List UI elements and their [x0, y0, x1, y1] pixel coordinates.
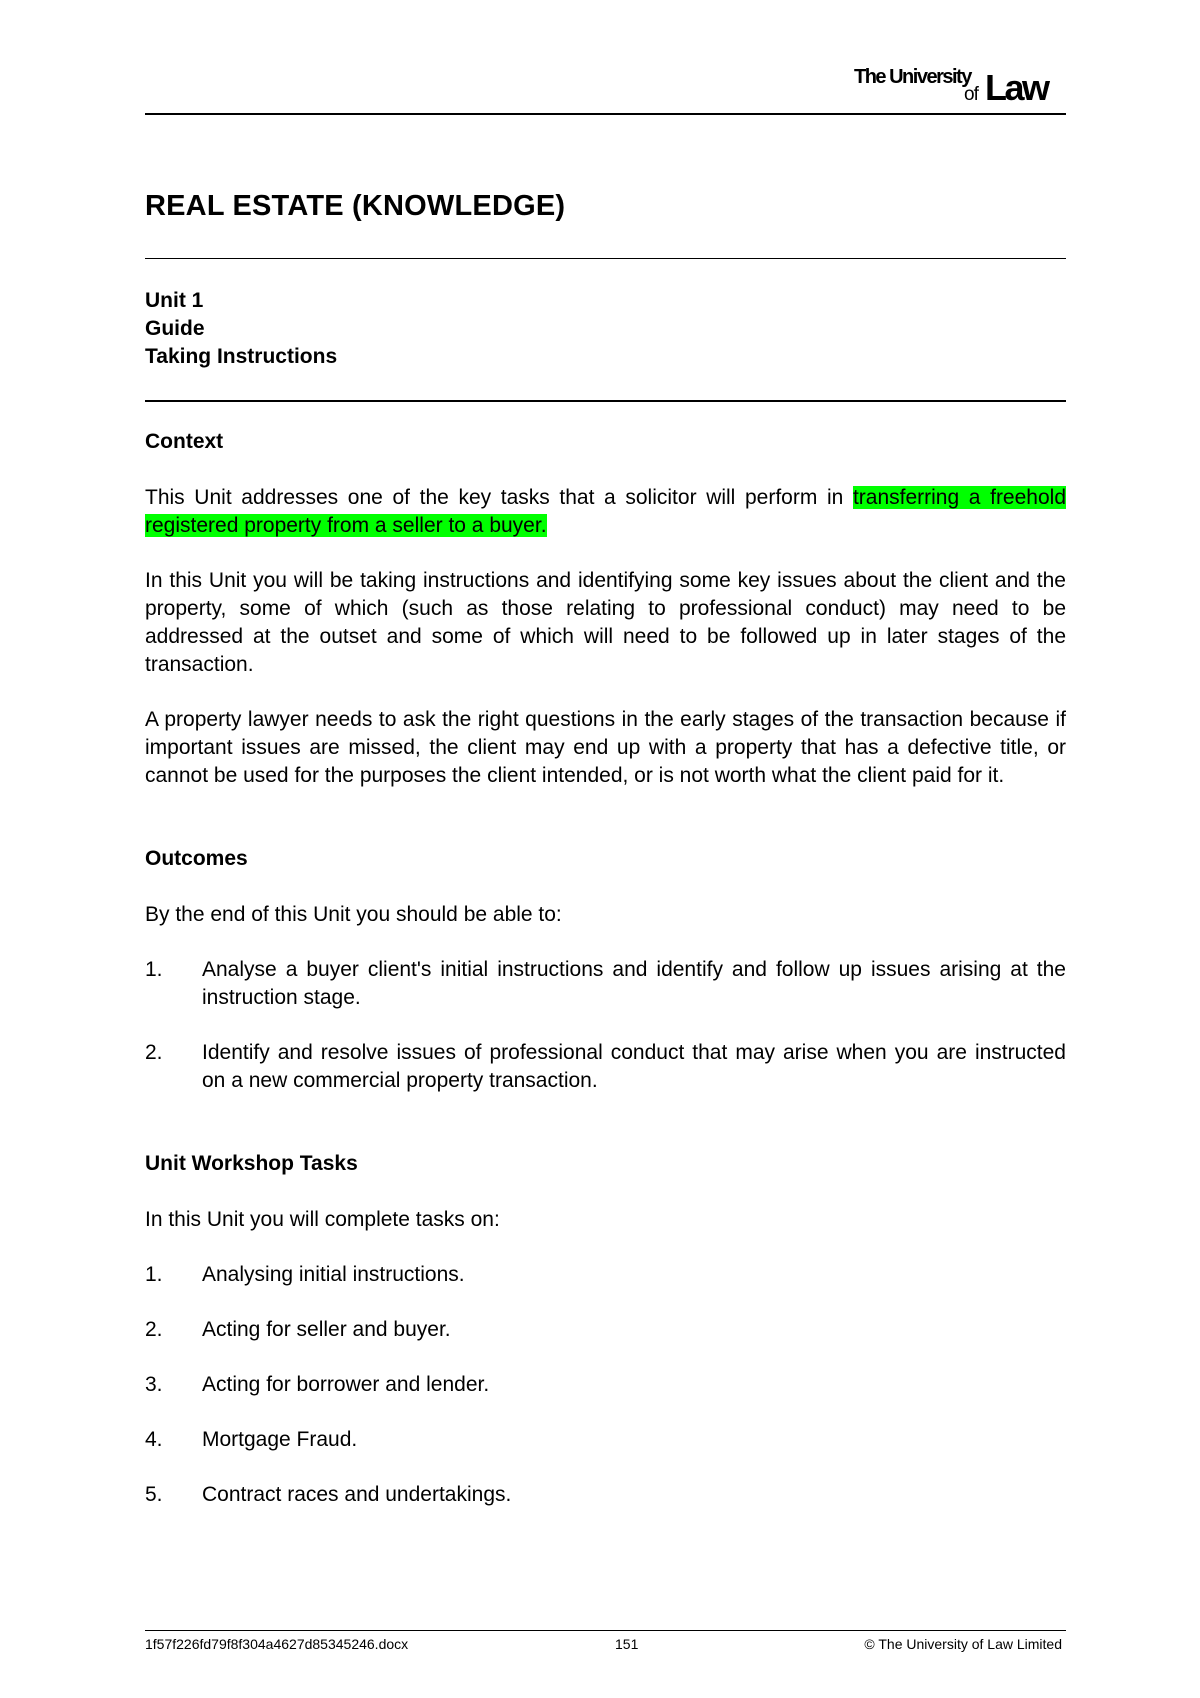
outcomes-intro: By the end of this Unit you should be able to:	[145, 903, 562, 926]
list-item	[145, 1316, 1066, 1344]
header-rule	[145, 113, 1066, 115]
page-footer	[145, 1636, 1066, 1656]
list-item	[145, 1426, 1066, 1454]
list-item-number: 2.	[145, 1041, 163, 1064]
highlighted-text: transferring a freehold registered property from a seller to a buyer.	[145, 486, 1066, 537]
list-item-number: 3.	[145, 1373, 163, 1396]
document-title: REAL ESTATE (KNOWLEDGE)	[145, 190, 566, 222]
unit-info	[145, 287, 337, 371]
list-item-text: Contract races and undertakings.	[202, 1483, 512, 1506]
list-item-text: Analyse a buyer client's initial instructions and identify and follow up issues arising at the instruction stage.	[202, 958, 1066, 1009]
context-paragraph-1-text: This Unit addresses one of the key tasks that a solicitor will perform in	[145, 486, 853, 509]
list-item-number: 1.	[145, 1263, 163, 1286]
footer-page-number: 151	[615, 1636, 639, 1652]
list-item-number: 1.	[145, 958, 163, 981]
workshop-intro: In this Unit you will complete tasks on:	[145, 1208, 500, 1231]
logo-the-university: The University	[854, 66, 971, 88]
footer-filename: 1f57f226fd79f8f304a4627d85345246.docx	[145, 1636, 409, 1652]
list-item-number: 2.	[145, 1318, 163, 1341]
unit-rule	[145, 400, 1066, 402]
logo-of: of	[964, 84, 978, 105]
footer-rule	[145, 1630, 1066, 1631]
list-item	[145, 1371, 1066, 1399]
context-heading: Context	[145, 430, 224, 453]
list-item-text: Mortgage Fraud.	[202, 1428, 358, 1451]
unit-number: Unit 1	[145, 289, 204, 312]
list-item	[145, 1261, 1066, 1289]
list-item-number: 4.	[145, 1428, 163, 1451]
outcomes-list	[145, 956, 1066, 1095]
context-section	[145, 428, 1066, 790]
logo-law: Law	[985, 67, 1048, 108]
list-item-text: Acting for seller and buyer.	[202, 1318, 451, 1341]
list-item-number: 5.	[145, 1483, 163, 1506]
outcomes-heading: Outcomes	[145, 847, 248, 870]
footer-copyright: © The University of Law Limited	[864, 1636, 1062, 1652]
context-paragraph-3: A property lawyer needs to ask the right questions in the early stages of the transaction because if important issues are missed, the client may end up with a property that has a defective title, or cannot be used for the purposes the client intended, or is not worth what the client paid for it.	[145, 708, 1066, 787]
section-spacer	[145, 1122, 1066, 1150]
document-body	[145, 428, 1066, 1536]
list-item	[145, 1039, 1066, 1095]
workshop-section	[145, 1150, 1066, 1509]
list-item-text: Analysing initial instructions.	[202, 1263, 465, 1286]
unit-name: Taking Instructions	[145, 345, 338, 368]
context-paragraph-1	[145, 484, 1066, 540]
unit-type: Guide	[145, 317, 205, 340]
workshop-list	[145, 1261, 1066, 1509]
section-spacer	[145, 817, 1066, 845]
list-item-text: Identify and resolve issues of professional conduct that may arise when you are instructed on a new commercial property transaction.	[202, 1041, 1066, 1092]
university-of-law-logo	[854, 66, 1064, 106]
workshop-heading: Unit Workshop Tasks	[145, 1152, 358, 1175]
document-page	[145, 0, 1066, 1698]
context-paragraph-2: In this Unit you will be taking instructions and identifying some key issues about the client and the property, some of which (such as those relating to professional conduct) may need to be addressed at the outset and some of which will need to be followed up in later stages of the transaction.	[145, 569, 1066, 676]
title-rule	[145, 258, 1066, 259]
outcomes-section	[145, 845, 1066, 1095]
list-item-text: Acting for borrower and lender.	[202, 1373, 490, 1396]
list-item	[145, 1481, 1066, 1509]
list-item	[145, 956, 1066, 1012]
